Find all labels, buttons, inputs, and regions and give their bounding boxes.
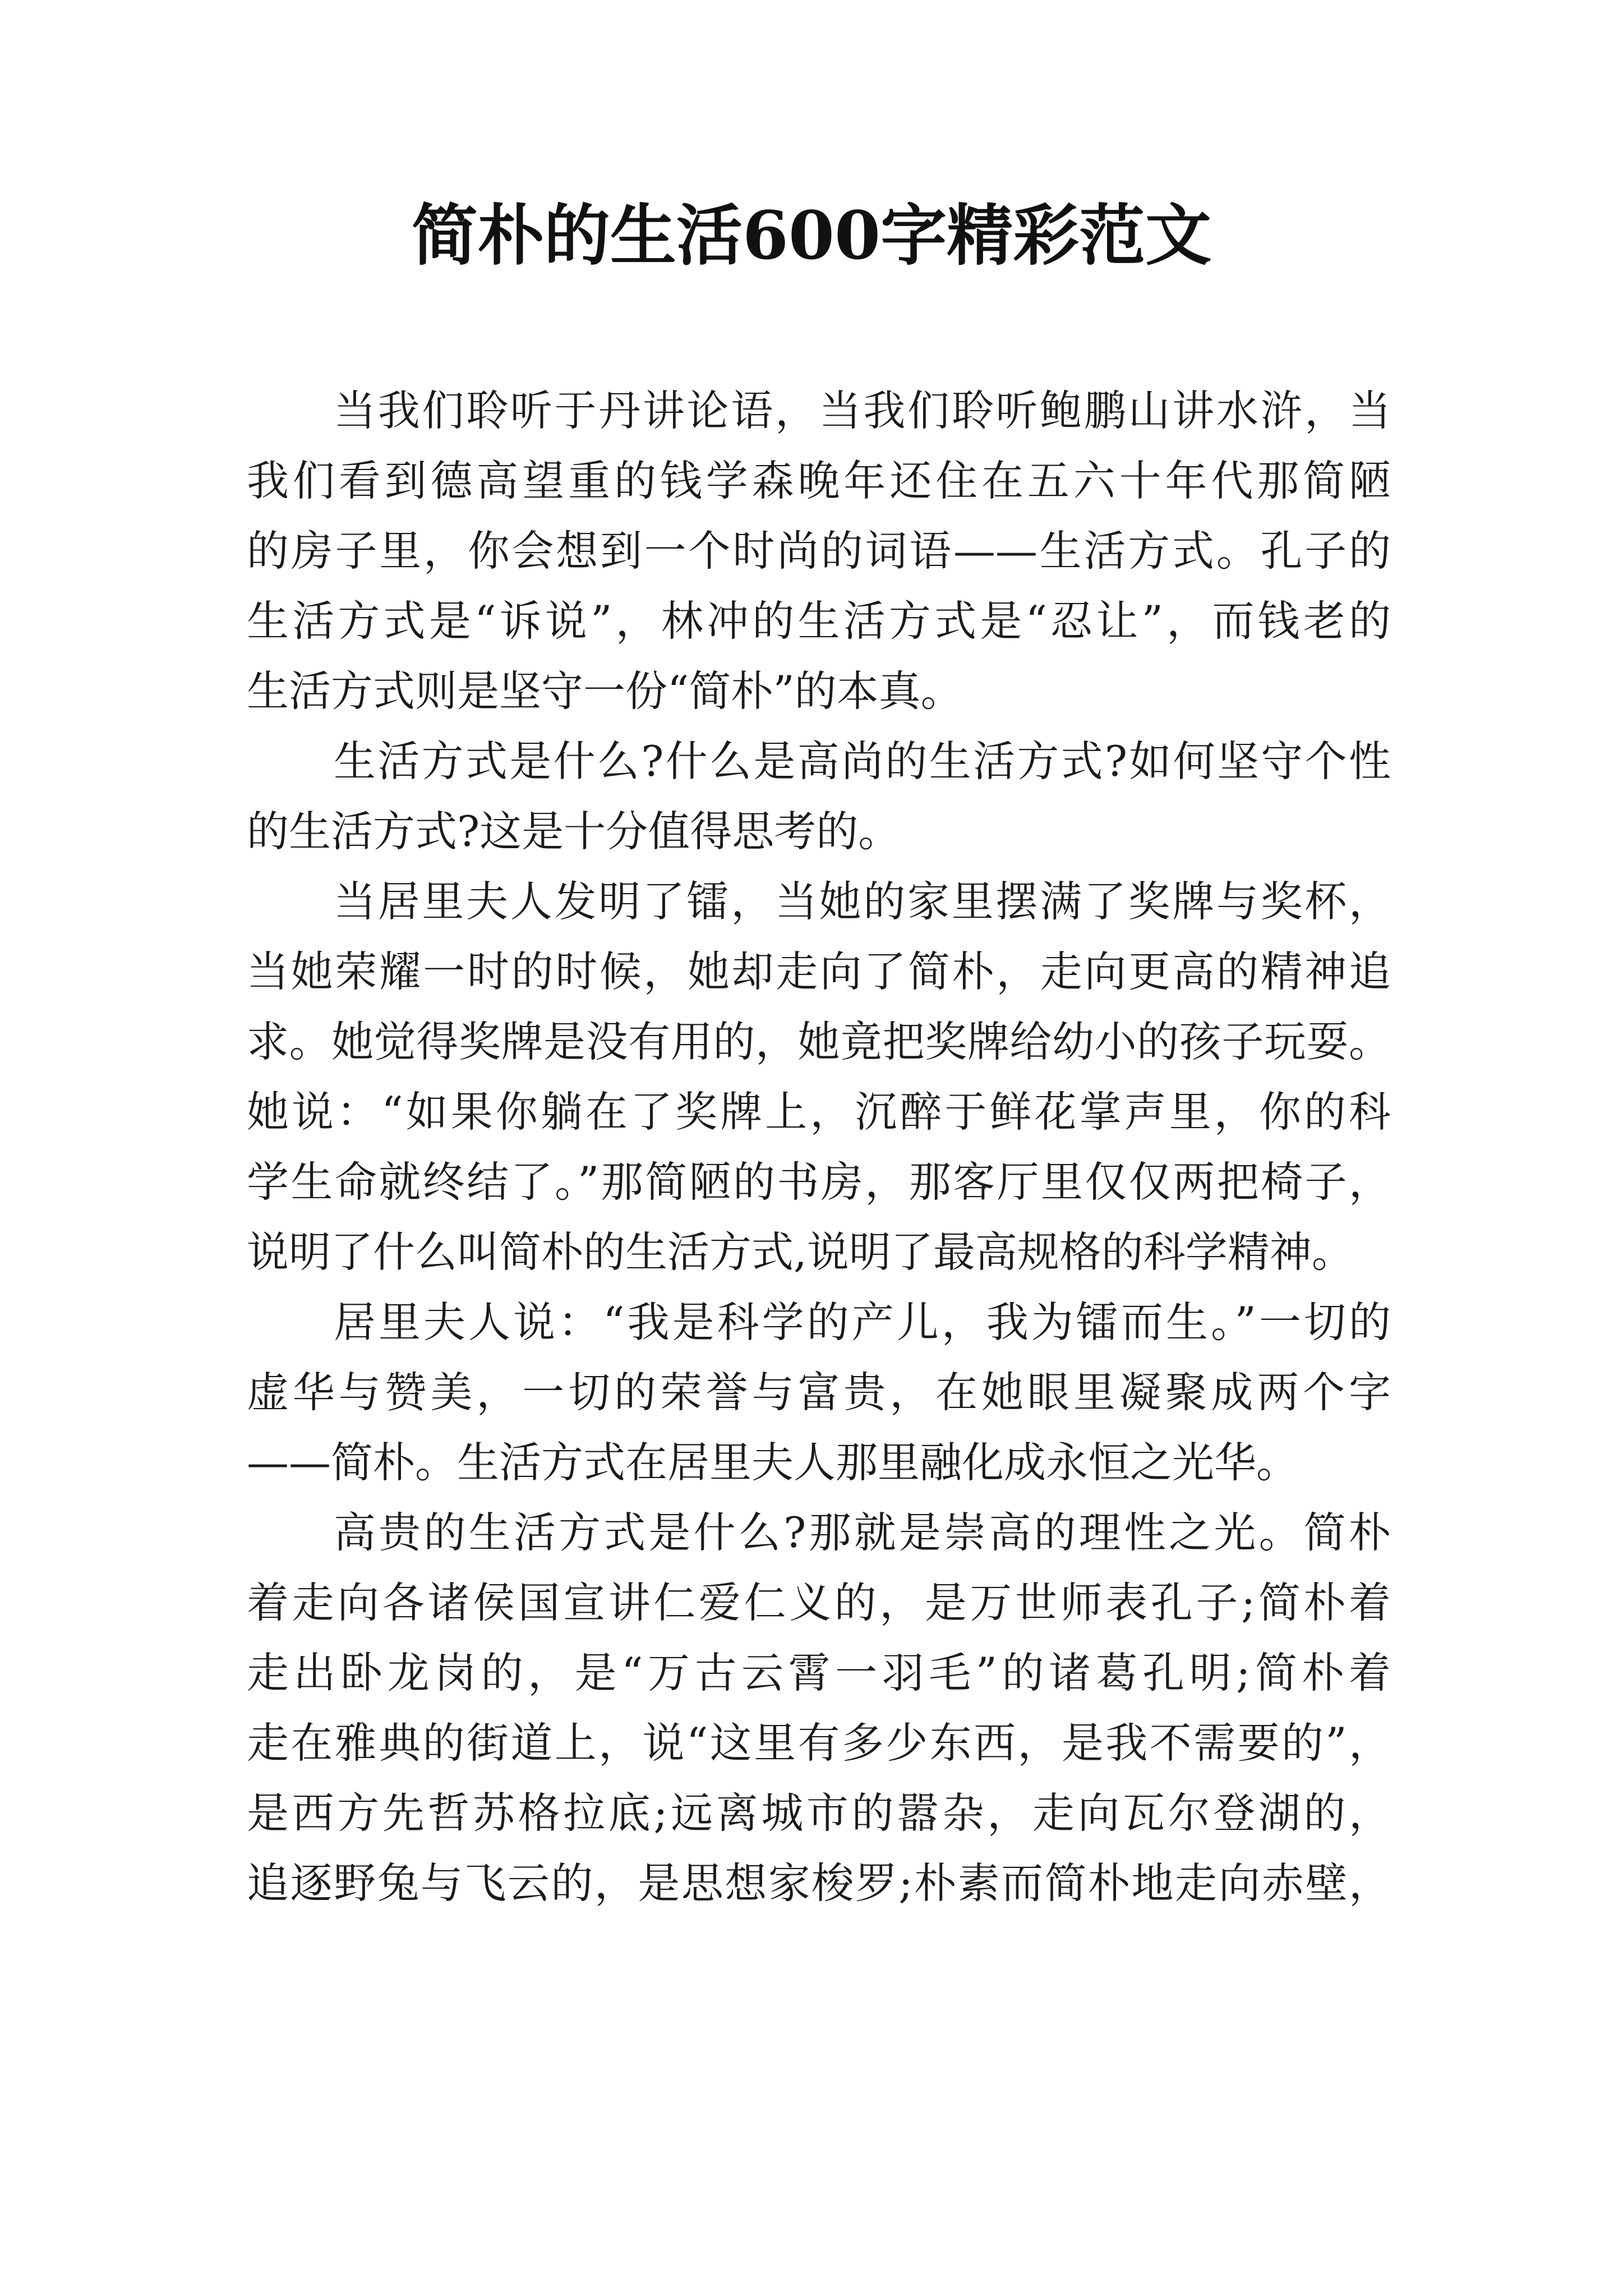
paragraph-3-line-6: 说明了什么叫简朴的生活方式,说明了最高规格的科学精神。 [247, 1227, 1354, 1277]
paragraph-4-line-1: 居里夫人说：“我是科学的产儿，我为镭而生。”一切的 [334, 1297, 1391, 1347]
paragraph-3-line-3: 求。她觉得奖牌是没有用的，她竟把奖牌给幼小的孩子玩耍。 [247, 1017, 1391, 1066]
paragraph-5-line-4: 走在雅典的街道上，说“这里有多少东西，是我不需要的”， [247, 1718, 1391, 1768]
paragraph-1-line-1: 当我们聆听于丹讲论语，当我们聆听鲍鹏山讲水浒，当 [334, 386, 1391, 435]
paragraph-1-line-4: 生活方式是“诉说”，林冲的生活方式是“忍让”，而钱老的 [247, 596, 1391, 646]
document-body [247, 376, 1391, 1918]
paragraph-3-line-2: 当她荣耀一时的时候，她却走向了简朴，走向更高的精神追 [247, 947, 1391, 996]
paragraph-1-line-5: 生活方式则是坚守一份“简朴”的本真。 [247, 666, 963, 716]
paragraph-3-line-5: 学生命就终结了。”那简陋的书房，那客厅里仅仅两把椅子， [247, 1157, 1391, 1207]
paragraph-5-line-6: 追逐野兔与飞云的，是思想家梭罗;朴素而简朴地走向赤壁， [247, 1858, 1391, 1908]
paragraph-5-line-5: 是西方先哲苏格拉底;远离城市的嚣杂，走向瓦尔登湖的， [247, 1788, 1391, 1838]
paragraph-1-line-3: 的房子里，你会想到一个时尚的词语——生活方式。孔子的 [247, 526, 1391, 576]
paragraph-4-line-2: 虚华与赞美，一切的荣誉与富贵，在她眼里凝聚成两个字 [247, 1368, 1391, 1417]
paragraph-5-line-3: 走出卧龙岗的，是“万古云霄一羽毛”的诸葛孔明;简朴着 [247, 1648, 1391, 1697]
paragraph-1-line-2: 我们看到德高望重的钱学森晚年还住在五六十年代那简陋 [247, 456, 1391, 505]
paragraph-2-line-2: 的生活方式?这是十分值得思考的。 [247, 807, 901, 856]
document-title: 简朴的生活600字精彩范文 [411, 196, 1212, 274]
paragraph-3-line-1: 当居里夫人发明了镭，当她的家里摆满了奖牌与奖杯， [334, 877, 1391, 926]
paragraph-5-line-1: 高贵的生活方式是什么?那就是崇高的理性之光。简朴 [334, 1508, 1391, 1557]
paragraph-3-line-4: 她说：“如果你躺在了奖牌上，沉醉于鲜花掌声里，你的科 [247, 1087, 1391, 1137]
paragraph-2-line-1: 生活方式是什么?什么是高尚的生活方式?如何坚守个性 [334, 737, 1391, 786]
paragraph-4-line-3: ——简朴。生活方式在居里夫人那里融化成永恒之光华。 [247, 1438, 1299, 1487]
paragraph-5-line-2: 着走向各诸侯国宣讲仁爱仁义的，是万世师表孔子;简朴着 [247, 1578, 1391, 1627]
